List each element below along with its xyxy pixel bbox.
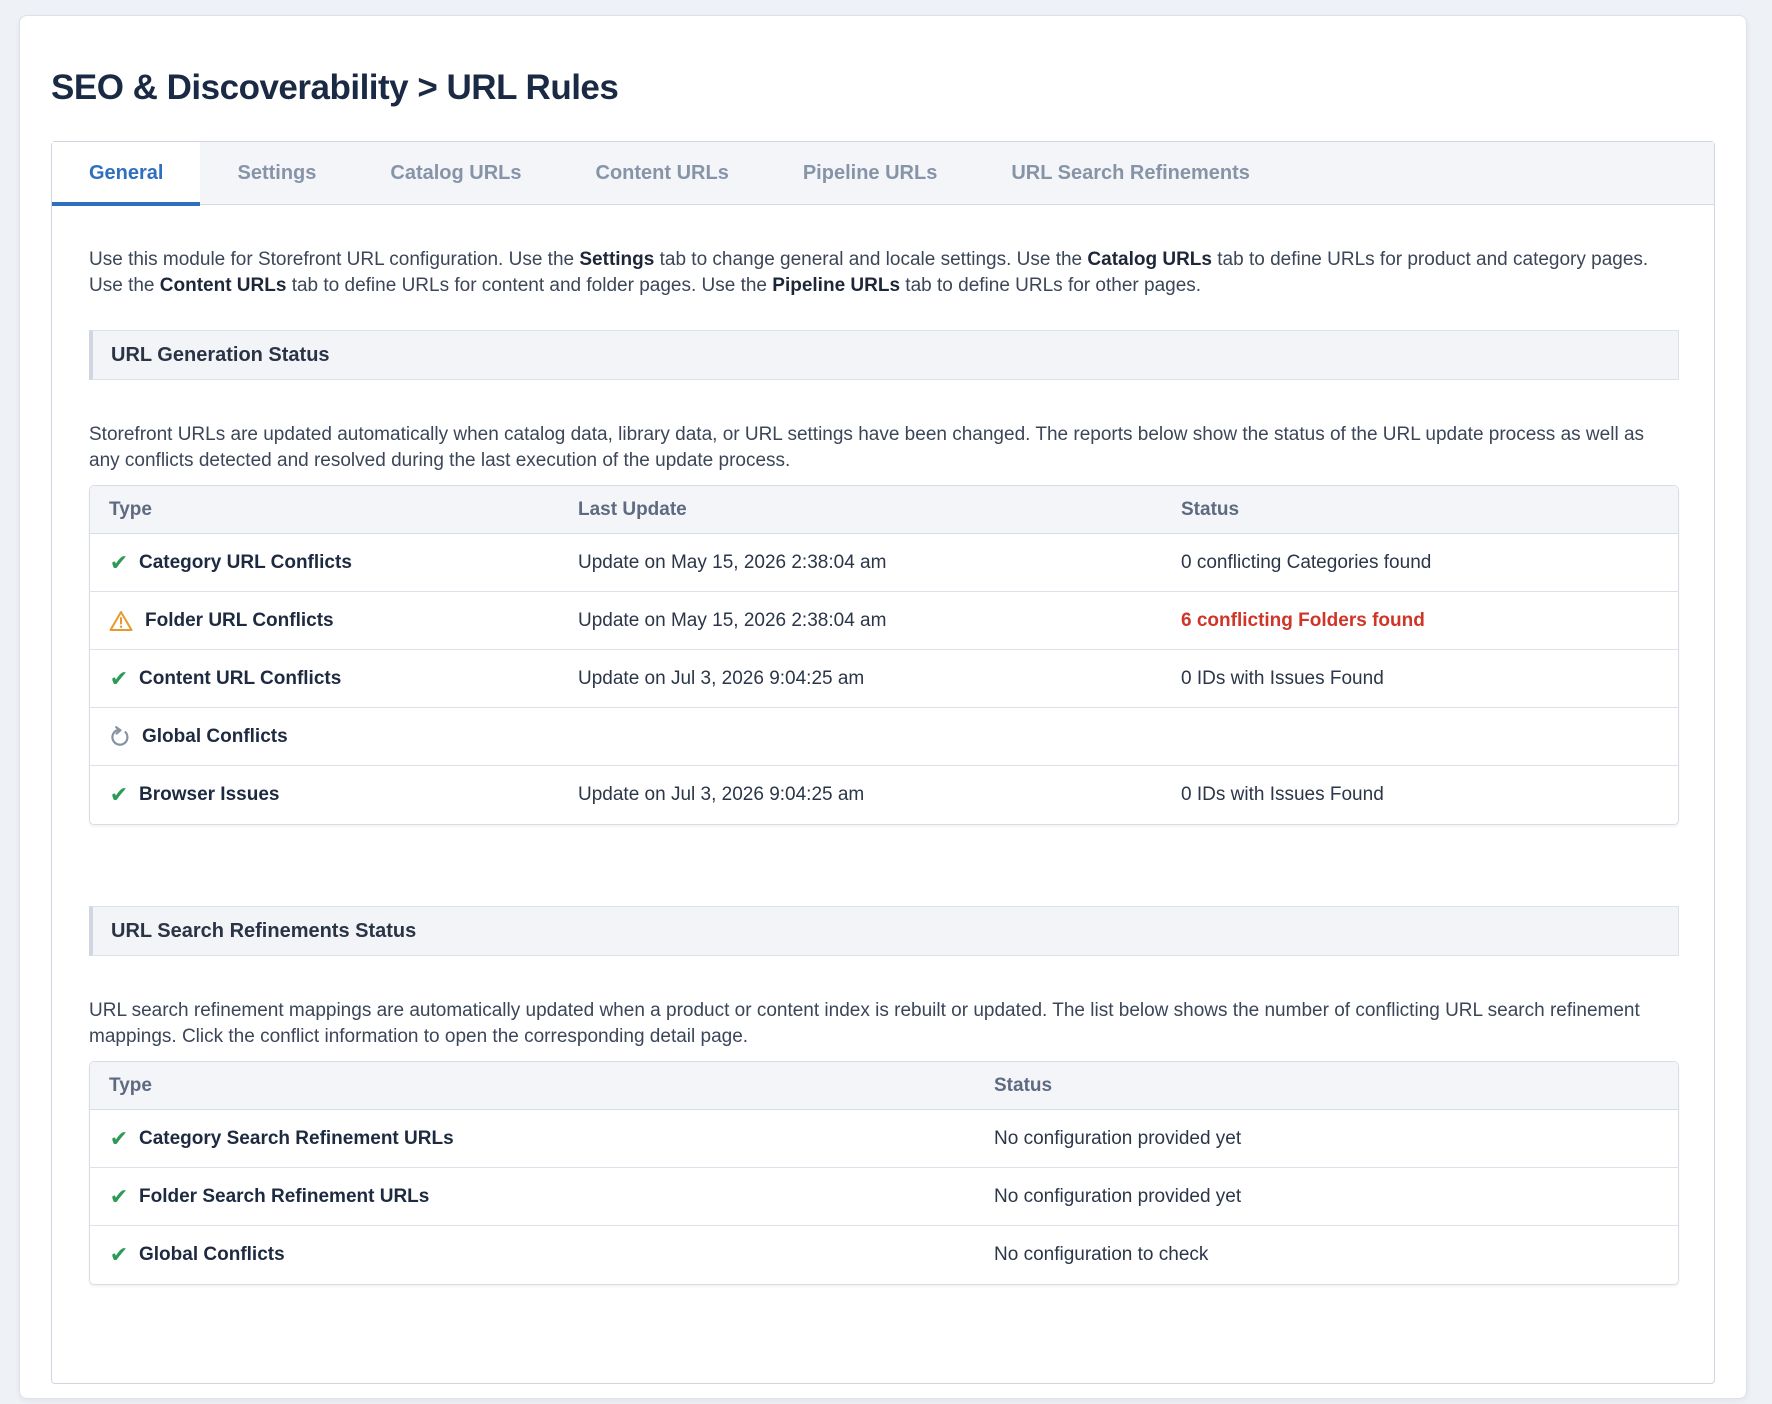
- table-header: [90, 486, 1678, 534]
- check-icon: ✔: [109, 1183, 129, 1209]
- intro-text-part: Use this module for Storefront URL configuration. Use the: [89, 249, 580, 270]
- row-status[interactable]: 0 IDs with Issues Found: [1181, 784, 1384, 805]
- intro-text: [89, 247, 1679, 299]
- row-last-update: Update on May 15, 2026 2:38:04 am: [578, 609, 887, 631]
- intro-catalog-urls-ref: Catalog URLs: [1087, 249, 1212, 270]
- row-type: Global Conflicts: [139, 1244, 285, 1265]
- table-header: [90, 1062, 1678, 1110]
- tab-pipeline-urls[interactable]: Pipeline URLs: [802, 162, 938, 184]
- check-icon: ✔: [109, 782, 129, 807]
- url-generation-table: [89, 485, 1679, 825]
- row-type: Folder URL Conflicts: [145, 609, 334, 631]
- tab-general[interactable]: General: [52, 142, 200, 205]
- row-type: Global Conflicts: [142, 725, 288, 747]
- row-type: Folder Search Refinement URLs: [139, 1185, 430, 1207]
- tab-settings[interactable]: Settings: [237, 162, 317, 184]
- intro-pipeline-urls-ref: Pipeline URLs: [772, 275, 901, 296]
- row-last-update: Update on Jul 3, 2026 9:04:25 am: [578, 784, 865, 805]
- tab-url-search-refinements[interactable]: URL Search Refinements: [1011, 162, 1250, 184]
- check-icon: ✔: [109, 549, 129, 575]
- table-row[interactable]: [90, 708, 1678, 766]
- url-generation-description: Storefront URLs are updated automatically when catalog data, library data, or URL settings have been changed. The reports below show the status of the URL update process as well as any conflicts detected and resolved during the last execution of the update process.: [89, 424, 1645, 471]
- refresh-icon: [109, 726, 131, 748]
- url-generation-section-header: [89, 330, 1679, 380]
- row-status[interactable]: No configuration to check: [994, 1244, 1209, 1265]
- table-row[interactable]: [90, 1226, 1678, 1284]
- row-last-update: Update on Jul 3, 2026 9:04:25 am: [578, 667, 865, 689]
- row-status[interactable]: 0 conflicting Categories found: [1181, 551, 1432, 573]
- url-search-refinements-section-header: [89, 906, 1679, 956]
- tab-panel: [51, 141, 1715, 1384]
- main-card: [19, 15, 1747, 1399]
- row-status[interactable]: 0 IDs with Issues Found: [1181, 667, 1384, 689]
- check-icon: ✔: [109, 665, 129, 691]
- url-generation-section-title: URL Generation Status: [111, 343, 330, 366]
- table-row[interactable]: [90, 766, 1678, 824]
- table-row[interactable]: [90, 650, 1678, 708]
- table-row[interactable]: [90, 534, 1678, 592]
- row-status[interactable]: 6 conflicting Folders found: [1181, 609, 1425, 631]
- column-header-status: Status: [994, 1074, 1053, 1096]
- row-type: Browser Issues: [139, 784, 280, 805]
- column-header-last-update: Last Update: [578, 498, 687, 520]
- row-status[interactable]: No configuration provided yet: [994, 1185, 1242, 1207]
- page-title: SEO & Discoverability > URL Rules: [51, 68, 619, 107]
- url-search-refinements-table: [89, 1061, 1679, 1285]
- table-row[interactable]: [90, 592, 1678, 650]
- column-header-type: Type: [109, 498, 152, 520]
- intro-text-part: tab to define URLs for other pages.: [900, 275, 1202, 296]
- tab-catalog-urls[interactable]: Catalog URLs: [390, 162, 522, 184]
- intro-text-part: tab to define URLs for product and category pages. Use the: [89, 249, 1649, 296]
- url-search-refinements-description: URL search refinement mappings are automatically updated when a product or content index is rebuilt or updated. The list below shows the number of conflicting URL search refinement mappings. Click the conflict information to open the corresponding detail page.: [89, 1000, 1640, 1047]
- row-status[interactable]: No configuration provided yet: [994, 1127, 1242, 1149]
- intro-content-urls-ref: Content URLs: [159, 275, 287, 296]
- intro-text-part: tab to change general and locale settings. Use the: [654, 249, 1088, 270]
- table-row[interactable]: [90, 1110, 1678, 1168]
- tab-content-urls[interactable]: Content URLs: [595, 162, 729, 184]
- intro-text-part: tab to define URLs for content and folder pages. Use the: [286, 275, 773, 296]
- column-header-status: Status: [1181, 498, 1240, 520]
- column-header-type: Type: [109, 1074, 152, 1096]
- table-row[interactable]: [90, 1168, 1678, 1226]
- row-type: Category URL Conflicts: [139, 551, 352, 573]
- url-search-refinements-section-title: URL Search Refinements Status: [111, 919, 417, 942]
- warning-icon: [109, 610, 133, 632]
- row-type: Category Search Refinement URLs: [139, 1127, 454, 1149]
- check-icon: ✔: [109, 1125, 129, 1151]
- tab-bar: [52, 142, 1714, 205]
- check-icon: ✔: [109, 1242, 129, 1267]
- intro-settings-ref: Settings: [579, 249, 655, 270]
- row-type: Content URL Conflicts: [139, 667, 342, 689]
- row-last-update: Update on May 15, 2026 2:38:04 am: [578, 551, 887, 573]
